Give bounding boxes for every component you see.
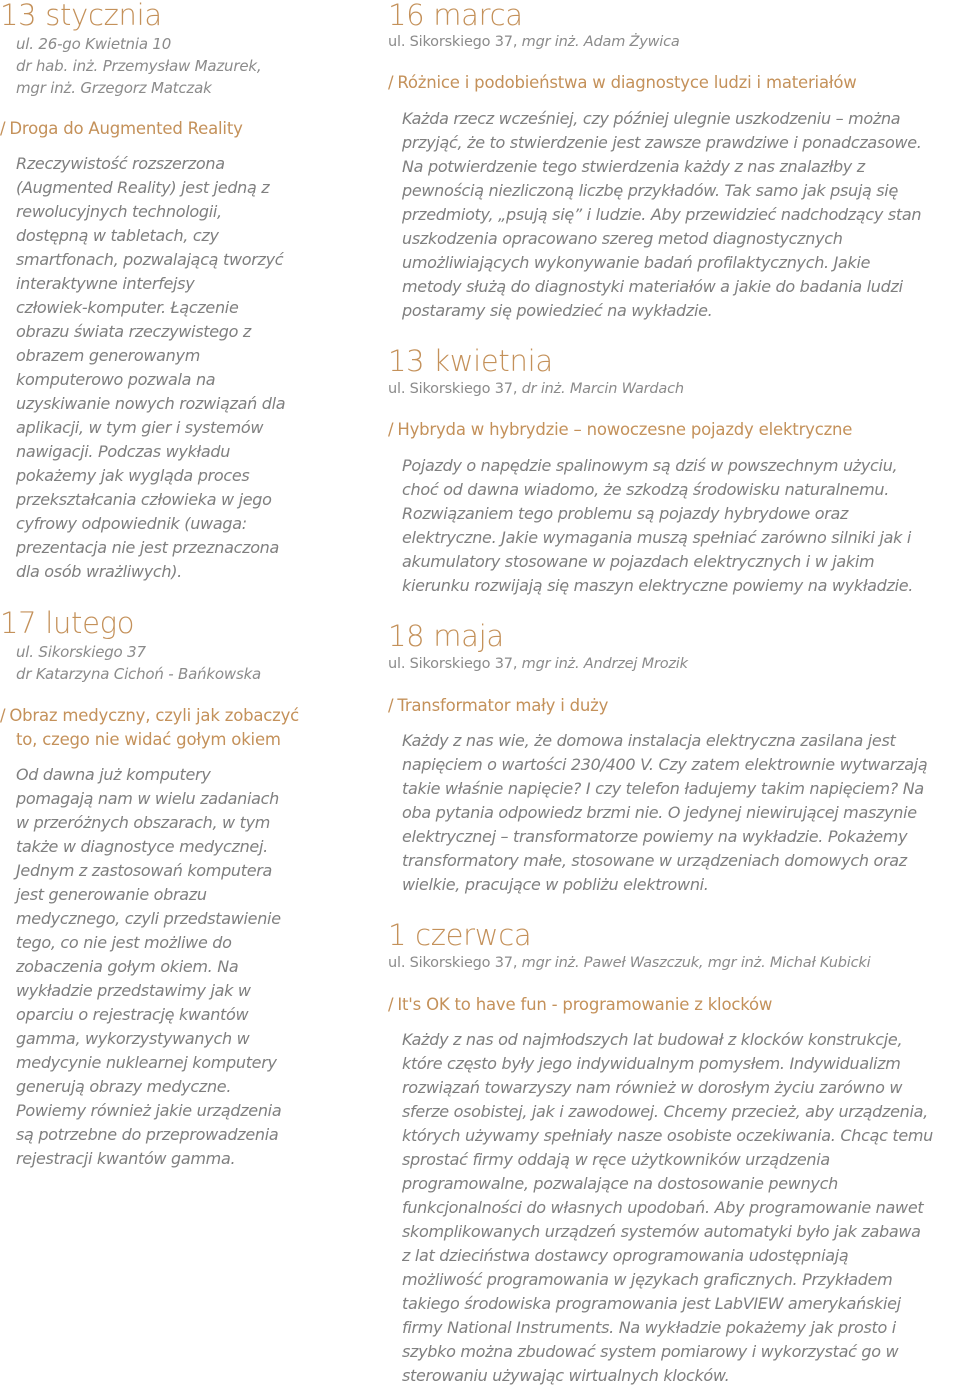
- event-meta: [388, 378, 684, 400]
- description-line: pomagają nam w wielu zadaniach: [16, 789, 279, 808]
- description-line: napięciem o wartości 230/400 V. Czy zatem elektrownie wytwarzają: [402, 755, 928, 774]
- event-date: 13 kwietnia: [388, 344, 553, 378]
- description-line: medycynie nuklearnej komputery: [16, 1053, 277, 1072]
- description-line: wykładzie przedstawimy jak w: [16, 981, 251, 1000]
- description-line: sprostać firmy oddają w ręce użytkowników urządzenia: [402, 1150, 830, 1169]
- title-slash: /: [388, 73, 394, 92]
- event-title-text: to, czego nie widać gołym okiem: [16, 730, 281, 749]
- description-line: z lat dzieciństwa dostawcy oprogramowania udostępniają: [402, 1246, 849, 1265]
- description-line: firmy National Instruments. Na wykładzie pokażemy jak prosto i: [402, 1318, 896, 1337]
- description-line: (Augmented Reality) jest jedną z: [16, 178, 270, 197]
- description-line: także w diagnostyce medycznej.: [16, 837, 268, 856]
- description-line: sterowaniu używając wirtualnych klocków.: [402, 1366, 730, 1385]
- event-speaker: dr inż. Marcin Wardach: [521, 381, 684, 397]
- description-line: postaramy się powiedzieć na wykładzie.: [402, 301, 713, 320]
- description-line: Od dawna już komputery: [16, 765, 211, 784]
- description-line: rewolucyjnych technologii,: [16, 202, 222, 221]
- description-line: metody służą do diagnostyki materiałów a jakie do badania ludzi: [402, 277, 903, 296]
- event-address: ul. Sikorskiego 37,: [388, 656, 522, 672]
- event-title-text: Hybryda w hybrydzie – nowoczesne pojazdy elektryczne: [397, 420, 853, 439]
- description-line: skomplikowanych urządzeń systemów automatyki było jak zabawa: [402, 1222, 921, 1241]
- event-address: ul. Sikorskiego 37: [16, 643, 146, 661]
- description-line: nawigacji. Podczas wykładu: [16, 442, 231, 461]
- description-line: szybko można zbudować system pomiarowy i wykorzystać go w: [402, 1342, 899, 1361]
- description-line: Pojazdy o napędzie spalinowym są dziś w powszechnym użyciu,: [402, 456, 898, 475]
- description-line: których używamy spełniały nasze osobiste oczekiwania. Chcąc temu: [402, 1126, 934, 1145]
- description-line: umożliwiających wykonywanie badań profilaktycznych. Jakie: [402, 253, 871, 272]
- description-line: takiego środowiska programowania jest LabVIEW amerykańskiej: [402, 1294, 901, 1313]
- description-line: przedmioty, „psują się” i ludzie. Aby przewidzieć nadchodzący stan: [402, 205, 922, 224]
- description-line: sferze osobistej, jak i zawodowej. Chcemy przecież, aby urządzenia,: [402, 1102, 928, 1121]
- description-line: tego, co nie jest możliwe do: [16, 933, 232, 952]
- title-slash: /: [388, 420, 394, 439]
- description-line: obrazu świata rzeczywistego z: [16, 322, 251, 341]
- event-speaker: dr hab. inż. Przemysław Mazurek,: [16, 57, 262, 75]
- description-line: które często były jego indywidualnym pomysłem. Indywidualizm: [402, 1054, 901, 1073]
- description-line: pokażemy jak wygląda proces: [16, 466, 250, 485]
- event-date: 17 lutego: [0, 606, 135, 640]
- description-line: akumulatory stosowane w pojazdach elektrycznych i w jakim: [402, 552, 875, 571]
- description-line: są potrzebne do przeprowadzenia: [16, 1125, 279, 1144]
- event-title: [388, 418, 852, 442]
- event-title: [388, 993, 772, 1017]
- title-slash: /: [0, 706, 6, 725]
- event-title-text: Różnice i podobieństwa w diagnostyce ludzi i materiałów: [397, 73, 857, 92]
- event-description: [388, 729, 960, 897]
- event-speaker: mgr inż. Andrzej Mrozik: [521, 656, 688, 672]
- description-line: cyfrowy odpowiednik (uwaga:: [16, 514, 247, 533]
- event-date: 13 stycznia: [0, 0, 162, 32]
- event-speaker: mgr inż. Adam Żywica: [521, 34, 680, 50]
- event-meta: [388, 952, 870, 974]
- description-line: jest generowanie obrazu: [16, 885, 207, 904]
- description-line: Każda rzecz wcześniej, czy później ulegnie uszkodzeniu – można: [402, 109, 901, 128]
- description-line: przekształcania człowieka w jego: [16, 490, 272, 509]
- description-line: elektrycznej – transformatorze powiemy na wykładzie. Pokażemy: [402, 827, 908, 846]
- event-date: 1 czerwca: [388, 918, 532, 952]
- title-slash: /: [388, 696, 394, 715]
- description-line: kierunku rozwijają się maszyn elektryczne powiemy na wykładzie.: [402, 576, 914, 595]
- event-date: 16 marca: [388, 0, 523, 32]
- event-meta: [0, 641, 320, 685]
- event-title: [0, 704, 320, 752]
- description-line: Rozwiązaniem tego problemu są pojazdy hybrydowe oraz: [402, 504, 849, 523]
- description-line: medycznego, czyli przedstawienie: [16, 909, 281, 928]
- description-line: Powiemy również jakie urządzenia: [16, 1101, 282, 1120]
- description-line: choć od dawna wiadomo, że szkodzą środowisku naturalnemu.: [402, 480, 890, 499]
- event-meta: [388, 31, 680, 53]
- description-line: pewnością niezliczoną liczbę przykładów. Tak samo jak psują się: [402, 181, 898, 200]
- event-description: [0, 152, 320, 584]
- description-line: Jednym z zastosowań komputera: [16, 861, 273, 880]
- event-title: [388, 694, 608, 718]
- event-description: [388, 107, 960, 323]
- description-line: Na potwierdzenie tego stwierdzenia każdy z nas znalazłby z: [402, 157, 865, 176]
- description-line: oparciu o rejestrację kwantów: [16, 1005, 249, 1024]
- event-title-text: Droga do Augmented Reality: [9, 119, 243, 138]
- description-line: smartfonach, pozwalającą tworzyć: [16, 250, 284, 269]
- description-line: gamma, wykorzystywanych w: [16, 1029, 250, 1048]
- description-line: możliwość programowania w językach graficznych. Przykładem: [402, 1270, 893, 1289]
- description-line: transformatory małe, stosowane w urządzeniach domowych oraz: [402, 851, 907, 870]
- event-title: [388, 71, 857, 95]
- event-title-text: Transformator mały i duży: [397, 696, 609, 715]
- description-line: rejestracji kwantów gamma.: [16, 1149, 236, 1168]
- description-line: interaktywne interfejsy: [16, 274, 195, 293]
- event-title: [0, 117, 320, 141]
- description-line: programowalne, pozwalające na dostosowanie pewnych: [402, 1174, 838, 1193]
- event-address: ul. Sikorskiego 37,: [388, 955, 522, 971]
- event-title-text: It's OK to have fun - programowanie z klocków: [397, 995, 773, 1014]
- description-line: obrazem generowanym: [16, 346, 200, 365]
- event-speaker: mgr inż. Paweł Waszczuk, mgr inż. Michał Kubicki: [521, 955, 871, 971]
- event-address: ul. Sikorskiego 37,: [388, 381, 522, 397]
- description-line: przyjąć, że to stwierdzenie jest zawsze prawdziwe i ponadczasowe.: [402, 133, 922, 152]
- description-line: prezentacja nie jest przeznaczona: [16, 538, 280, 557]
- event-meta: [0, 33, 320, 99]
- description-line: Każdy z nas od najmłodszych lat budował z klocków konstrukcje,: [402, 1030, 903, 1049]
- description-line: takie właśnie napięcie? I czy telefon ładujemy takim napięciem? Na: [402, 779, 924, 798]
- event-address: ul. Sikorskiego 37,: [388, 34, 522, 50]
- description-line: Rzeczywistość rozszerzona: [16, 154, 225, 173]
- event-description: [388, 1028, 960, 1388]
- description-line: funkcjonalności do własnych upodobań. Aby programowanie nawet: [402, 1198, 924, 1217]
- description-line: uszkodzenia opracowano szereg metod diagnostycznych: [402, 229, 843, 248]
- description-line: uzyskiwanie nowych rozwiązań dla: [16, 394, 286, 413]
- description-line: człowiek-komputer. Łączenie: [16, 298, 239, 317]
- event-description: [0, 763, 320, 1171]
- event-title-text: Obraz medyczny, czyli jak zobaczyć: [9, 706, 300, 725]
- description-line: dla osób wrażliwych).: [16, 562, 182, 581]
- description-line: komputerowo pozwala na: [16, 370, 216, 389]
- description-line: generują obrazy medyczne.: [16, 1077, 232, 1096]
- description-line: elektryczne. Jakie wymagania muszą spełniać zarówno silniki jak i: [402, 528, 912, 547]
- title-slash: /: [0, 119, 6, 138]
- description-line: dostępną w tabletach, czy: [16, 226, 219, 245]
- event-meta: [388, 653, 688, 675]
- event-description: [388, 454, 960, 598]
- description-line: zobaczenia gołym okiem. Na: [16, 957, 239, 976]
- title-slash: /: [388, 995, 394, 1014]
- description-line: oba pytania odpowiedz brzmi nie. O jedynej niewirującej maszynie: [402, 803, 917, 822]
- event-address: ul. 26-go Kwietnia 10: [16, 35, 172, 53]
- description-line: aplikacji, w tym gier i systemów: [16, 418, 264, 437]
- event-speaker: mgr inż. Grzegorz Matczak: [16, 79, 212, 97]
- description-line: rozwiązań towarzyszy nam również w dorosłym życiu zarówno w: [402, 1078, 903, 1097]
- event-date: 18 maja: [388, 619, 504, 653]
- description-line: wielkie, pracujące w pobliżu elektrowni.: [402, 875, 709, 894]
- event-speaker: dr Katarzyna Cichoń - Bańkowska: [16, 665, 262, 683]
- description-line: Każdy z nas wie, że domowa instalacja elektryczna zasilana jest: [402, 731, 896, 750]
- description-line: w przeróżnych obszarach, w tym: [16, 813, 271, 832]
